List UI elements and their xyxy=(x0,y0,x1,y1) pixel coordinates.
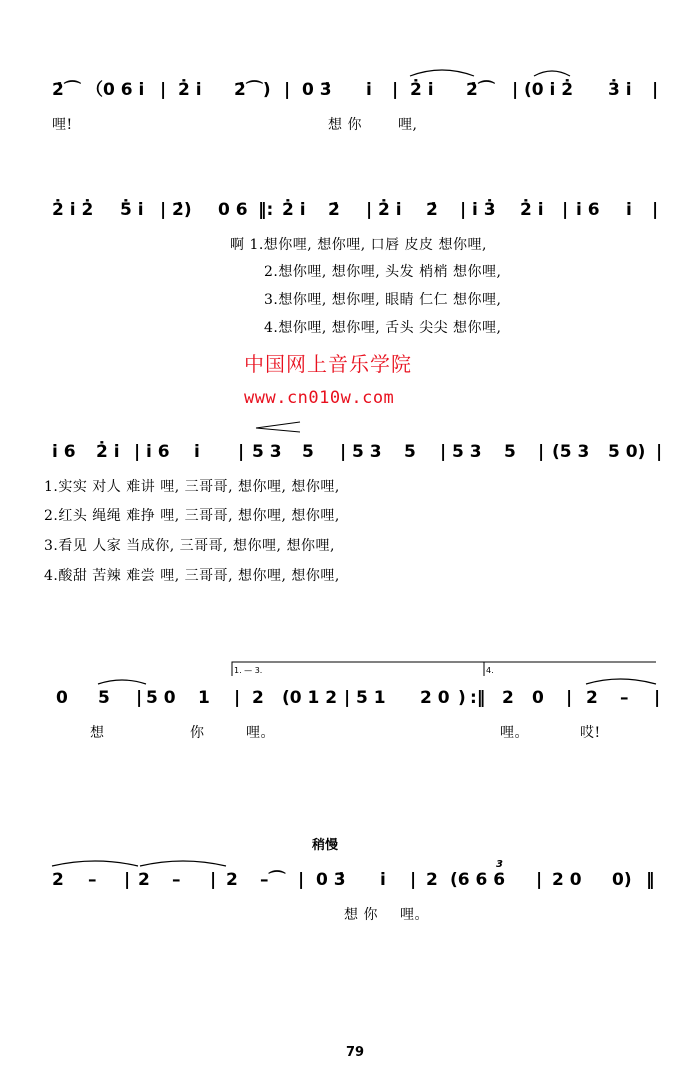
verse-line: 1.实实 对人 难讲 哩, 三哥哥, 想你哩, 想你哩, xyxy=(44,479,340,495)
volta-label: 4. xyxy=(486,666,494,675)
barline: | xyxy=(284,80,291,100)
note: 5 xyxy=(404,442,416,462)
note: 2 0 xyxy=(552,870,582,890)
note: 2̇ i xyxy=(96,442,120,462)
note: 2̇) xyxy=(172,200,192,220)
barline: | xyxy=(566,688,573,708)
note: 2 xyxy=(502,688,514,708)
note: 2 xyxy=(586,688,598,708)
note: 0 3̇ xyxy=(316,870,346,890)
note: 5 1 xyxy=(356,688,386,708)
note: 1 xyxy=(198,688,210,708)
note: 2̇ i xyxy=(410,80,434,100)
note: i 6 xyxy=(576,200,600,220)
verse-line: 3.想你哩, 想你哩, 眼睛 仁仁 想你哩, xyxy=(264,292,502,308)
note: (6 6 6 xyxy=(450,870,506,890)
note: 2̇ xyxy=(328,200,340,220)
volta-bracket xyxy=(232,662,486,676)
watermark-site-name: 中国网上音乐学院 xyxy=(244,352,412,376)
note: (5 3 xyxy=(552,442,590,462)
note: 2 xyxy=(226,870,238,890)
note: – xyxy=(620,688,629,708)
note: 2̇ i xyxy=(520,200,544,220)
verse-line: 4.酸甜 苦辣 难尝 哩, 三哥哥, 想你哩, 想你哩, xyxy=(44,568,340,584)
volta-bracket xyxy=(484,662,656,676)
slur xyxy=(98,680,146,684)
triplet-mark: 3 xyxy=(496,859,503,870)
lyric: 哩! xyxy=(52,117,73,133)
note: 2 xyxy=(52,870,64,890)
lyric: 哩。 xyxy=(246,725,275,741)
note: i 3̇ xyxy=(472,200,496,220)
slur xyxy=(586,679,656,684)
note: 5 xyxy=(504,442,516,462)
note: （0 6 i xyxy=(86,80,145,100)
note: 2 xyxy=(426,870,438,890)
note: 5̇ i xyxy=(120,200,144,220)
note: 2̇ i xyxy=(282,200,306,220)
note: 0 xyxy=(56,688,68,708)
barline: | xyxy=(440,442,447,462)
note: 2 xyxy=(252,688,264,708)
note: 5 0) xyxy=(608,442,646,462)
lyric: 哩, xyxy=(398,117,418,133)
verse-line: 2.红头 绳绳 难挣 哩, 三哥哥, 想你哩, 想你哩, xyxy=(44,508,340,524)
note: 2̇⌒ xyxy=(52,80,81,100)
note: –⌒ xyxy=(260,870,286,890)
note: 2̇ i 2̇ xyxy=(52,200,94,220)
barline: | xyxy=(234,688,241,708)
note: 5 3 xyxy=(452,442,482,462)
tie xyxy=(52,861,138,866)
barline: | xyxy=(366,200,373,220)
tempo-marking: 稍慢 xyxy=(312,838,339,853)
note: 2 0 xyxy=(420,688,450,708)
note: 5 0 xyxy=(146,688,176,708)
note: ) xyxy=(458,688,466,708)
barline: | xyxy=(238,442,245,462)
barline: | xyxy=(160,200,167,220)
barline: | xyxy=(124,870,131,890)
barline: | xyxy=(512,80,519,100)
hairpin xyxy=(256,422,300,432)
lyric: 想 xyxy=(90,725,105,741)
note: (0 i 2̇ xyxy=(524,80,574,100)
lyric: 你 xyxy=(190,725,205,741)
barline: | xyxy=(136,688,143,708)
note: 2̇ xyxy=(426,200,438,220)
note: 0 6 xyxy=(218,200,248,220)
note: 5 3 xyxy=(252,442,282,462)
page-number: 79 xyxy=(345,1045,365,1060)
slur xyxy=(534,71,570,76)
note: 3̇ i xyxy=(608,80,632,100)
lyric: 哩。 xyxy=(500,725,529,741)
final-barline: ‖ xyxy=(646,870,655,890)
barline: | xyxy=(562,200,569,220)
barline: | xyxy=(652,200,659,220)
tie xyxy=(140,861,226,866)
lyric: 想 你 xyxy=(328,117,362,133)
lyric: 哩。 xyxy=(400,907,429,923)
barline: | xyxy=(160,80,167,100)
verse-line: 2.想你哩, 想你哩, 头发 梢梢 想你哩, xyxy=(264,264,502,280)
note: 0) xyxy=(612,870,632,890)
note: 5 3 xyxy=(352,442,382,462)
barline: | xyxy=(654,688,661,708)
note: 2̇⌒) xyxy=(234,80,271,100)
verse-line: 4.想你哩, 想你哩, 舌头 尖尖 想你哩, xyxy=(264,320,502,336)
note: 0 xyxy=(532,688,544,708)
barline: | xyxy=(460,200,467,220)
barline: | xyxy=(210,870,217,890)
watermark-url[interactable]: www.cn010w.com xyxy=(244,388,395,408)
barline: | xyxy=(652,80,659,100)
note: i xyxy=(380,870,386,890)
note: i 6 xyxy=(146,442,170,462)
repeat-start: ‖: xyxy=(258,200,274,220)
barline: | xyxy=(340,442,347,462)
note: 5 xyxy=(302,442,314,462)
note: – xyxy=(172,870,181,890)
note: (0 1 2 xyxy=(282,688,338,708)
lyric: 哎! xyxy=(580,725,601,741)
note: i xyxy=(366,80,372,100)
repeat-end: :‖ xyxy=(470,688,486,708)
barline: | xyxy=(134,442,141,462)
lyric: 想 你 xyxy=(344,907,378,923)
barline: | xyxy=(298,870,305,890)
barline: | xyxy=(410,870,417,890)
barline: | xyxy=(536,870,543,890)
note: i xyxy=(194,442,200,462)
note: – xyxy=(88,870,97,890)
note: i xyxy=(626,200,632,220)
note: 2̇ i xyxy=(178,80,202,100)
barline: | xyxy=(344,688,351,708)
barline: | xyxy=(538,442,545,462)
barline: | xyxy=(392,80,399,100)
note: i 6 xyxy=(52,442,76,462)
verse-line: 3.看见 人家 当成你, 三哥哥, 想你哩, 想你哩, xyxy=(44,538,335,554)
note: 2̇ i xyxy=(378,200,402,220)
slur xyxy=(410,70,474,76)
note: 0 3̇ xyxy=(302,80,332,100)
verse-line: 啊 1.想你哩, 想你哩, 口唇 皮皮 想你哩, xyxy=(230,237,487,253)
note: 5 xyxy=(98,688,110,708)
volta-label: 1. — 3. xyxy=(234,666,263,675)
barline: | xyxy=(656,442,663,462)
note: 2 xyxy=(138,870,150,890)
note: 2̇⌒ xyxy=(466,80,495,100)
